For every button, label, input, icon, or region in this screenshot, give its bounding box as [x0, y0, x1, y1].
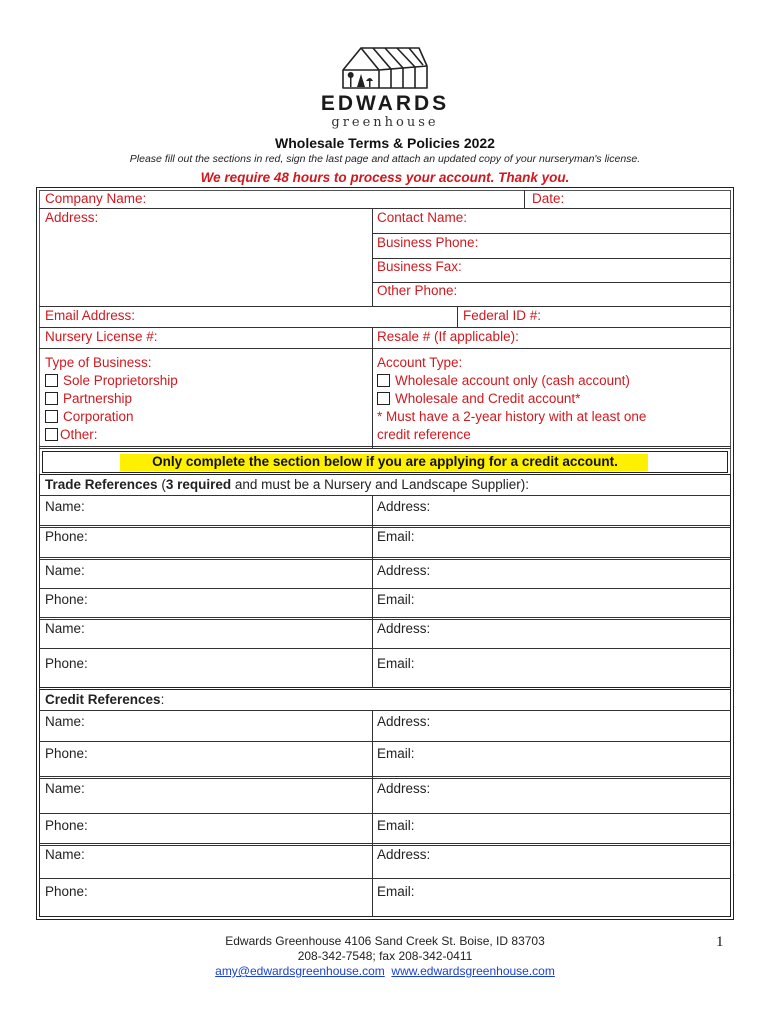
divider — [457, 306, 458, 327]
divider — [39, 617, 731, 620]
checkbox[interactable] — [45, 428, 58, 441]
account-type-option[interactable]: Wholesale account only (cash account) — [377, 373, 630, 388]
trade-ref-address-label: Address: — [377, 499, 431, 514]
divider — [39, 588, 731, 589]
footer-phone: 208-342-7548; fax 208-342-0411 — [297, 949, 473, 963]
divider — [372, 495, 373, 688]
brand-name: EDWARDS — [320, 92, 450, 115]
divider — [39, 327, 731, 328]
footer-email-link[interactable]: amy@edwardsgreenhouse.com — [215, 964, 385, 978]
business-type-option[interactable]: Other: — [45, 427, 98, 442]
checkbox[interactable] — [377, 374, 390, 387]
email-address-label: Email Address: — [45, 308, 136, 323]
logo — [0, 44, 770, 97]
divider — [39, 495, 731, 496]
divider — [372, 208, 373, 306]
trade-ref-email-label: Email: — [377, 592, 415, 607]
business-fax-label: Business Fax: — [377, 259, 462, 274]
credit-ref-address-label: Address: — [377, 781, 431, 796]
trade-ref-phone-label: Phone: — [45, 592, 88, 607]
trade-ref-name-label: Name: — [45, 499, 85, 514]
divider — [372, 233, 731, 234]
checkbox[interactable] — [45, 374, 58, 387]
account-type-note: credit reference — [377, 427, 471, 442]
footer-links — [0, 964, 770, 978]
address-label: Address: — [45, 210, 99, 225]
instructions: Please fill out the sections in red, sign the last page and attach an updated copy of your nurseryman's license. — [129, 153, 641, 165]
trade-ref-name-label: Name: — [45, 563, 85, 578]
divider — [39, 710, 731, 711]
business-type-option[interactable]: Partnership — [45, 391, 132, 406]
account-type-label: Account Type: — [377, 355, 463, 370]
brand-subtitle: greenhouse — [331, 115, 439, 130]
divider — [39, 525, 731, 528]
contact-name-label: Contact Name: — [377, 210, 468, 225]
divider — [39, 813, 731, 814]
account-type-note: * Must have a 2-year history with at least one — [377, 409, 647, 424]
credit-ref-address-label: Address: — [377, 714, 431, 729]
credit-ref-phone-label: Phone: — [45, 746, 88, 761]
credit-ref-email-label: Email: — [377, 746, 415, 761]
greenhouse-logo-icon — [335, 44, 435, 92]
federal-id-label: Federal ID #: — [463, 308, 542, 323]
business-type-option[interactable]: Corporation — [45, 409, 134, 424]
trade-ref-phone-label: Phone: — [45, 529, 88, 544]
credit-ref-email-label: Email: — [377, 884, 415, 899]
footer-address: Edwards Greenhouse 4106 Sand Creek St. Boise, ID 83703 — [225, 934, 545, 948]
divider — [39, 306, 731, 307]
divider — [39, 741, 731, 742]
account-type-option[interactable]: Wholesale and Credit account* — [377, 391, 580, 406]
divider — [39, 208, 731, 209]
trade-references-heading: Trade References (3 required and must be a Nursery and Landscape Supplier): — [45, 477, 530, 492]
divider — [39, 348, 731, 349]
divider — [39, 776, 731, 779]
trade-ref-email-label: Email: — [377, 529, 415, 544]
page-title: Wholesale Terms & Policies 2022 — [275, 135, 495, 151]
divider — [372, 710, 373, 917]
date-label: Date: — [532, 191, 565, 206]
divider — [39, 648, 731, 649]
trade-ref-phone-label: Phone: — [45, 656, 88, 671]
credit-ref-name-label: Name: — [45, 781, 85, 796]
other-phone-label: Other Phone: — [377, 283, 458, 298]
trade-ref-email-label: Email: — [377, 656, 415, 671]
trade-ref-name-label: Name: — [45, 621, 85, 636]
divider — [39, 557, 731, 560]
trade-ref-address-label: Address: — [377, 621, 431, 636]
credit-ref-phone-label: Phone: — [45, 884, 88, 899]
nursery-license-label: Nursery License #: — [45, 329, 158, 344]
credit-references-heading: Credit References: — [45, 692, 165, 707]
credit-ref-address-label: Address: — [377, 847, 431, 862]
credit-ref-name-label: Name: — [45, 847, 85, 862]
business-type-label: Type of Business: — [45, 355, 152, 370]
page-number: 1 — [716, 934, 724, 950]
divider — [524, 190, 525, 208]
divider — [39, 878, 731, 879]
divider — [39, 843, 731, 846]
credit-banner: Only complete the section below if you are applying for a credit account. — [152, 454, 618, 469]
divider — [39, 446, 731, 449]
credit-ref-name-label: Name: — [45, 714, 85, 729]
business-type-option[interactable]: Sole Proprietorship — [45, 373, 178, 388]
divider — [372, 327, 373, 448]
footer-website-link[interactable]: www.edwardsgreenhouse.com — [391, 964, 555, 978]
company-name-label: Company Name: — [45, 191, 147, 206]
credit-ref-email-label: Email: — [377, 818, 415, 833]
checkbox[interactable] — [377, 392, 390, 405]
business-phone-label: Business Phone: — [377, 235, 479, 250]
credit-ref-phone-label: Phone: — [45, 818, 88, 833]
resale-label: Resale # (If applicable): — [377, 329, 519, 344]
trade-ref-address-label: Address: — [377, 563, 431, 578]
processing-notice: We require 48 hours to process your account. Thank you. — [200, 170, 570, 185]
checkbox[interactable] — [45, 410, 58, 423]
checkbox[interactable] — [45, 392, 58, 405]
